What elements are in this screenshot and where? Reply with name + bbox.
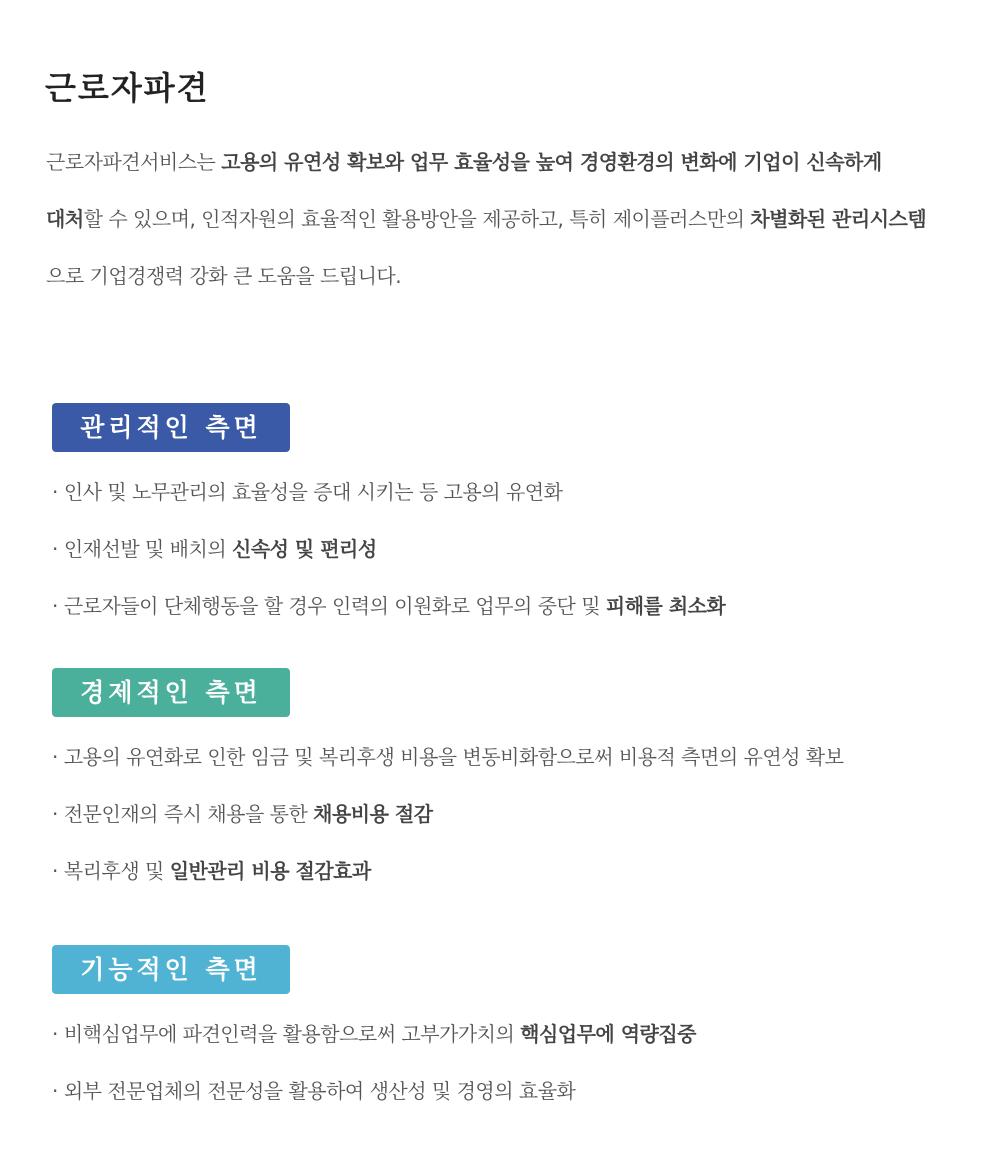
bullet-dot: · [52, 1079, 58, 1103]
section-badge-economic [52, 668, 290, 717]
list-item-text: 전문인재의 즉시 채용을 통한 [63, 802, 314, 826]
section-title: 경제적인 측면 [80, 678, 262, 707]
list-item [52, 1076, 575, 1106]
list-item [52, 591, 725, 621]
intro-line-1 [46, 147, 882, 177]
section-badge-functional [52, 945, 290, 994]
list-item-text: 복리후생 및 [63, 859, 170, 883]
intro-line-2 [46, 204, 926, 234]
bullet-dot: · [52, 859, 58, 883]
list-item [52, 534, 377, 564]
list-item [52, 477, 562, 507]
list-item [52, 856, 371, 886]
intro-emphasis: 대처 [46, 207, 84, 231]
intro-text: 으로 기업경쟁력 강화 큰 도움을 드립니다. [46, 264, 402, 288]
list-item-emphasis: 일반관리 비용 절감효과 [169, 859, 371, 883]
list-item [52, 1019, 696, 1049]
section-title: 관리적인 측면 [80, 413, 262, 442]
list-item-text: 인사 및 노무관리의 효율성을 증대 시키는 등 고용의 유연화 [63, 480, 563, 504]
bullet-dot: · [52, 537, 58, 561]
list-item-emphasis: 채용비용 절감 [313, 802, 433, 826]
section-title: 기능적인 측면 [80, 955, 262, 984]
list-item [52, 799, 433, 829]
section-badge-management [52, 403, 290, 452]
page-title: 근로자파견 [45, 69, 210, 107]
bullet-dot: · [52, 1022, 58, 1046]
list-item [52, 742, 843, 772]
bullet-dot: · [52, 745, 58, 769]
bullet-dot: · [52, 480, 58, 504]
list-item-emphasis: 신속성 및 편리성 [232, 537, 377, 561]
intro-text: 할 수 있으며, 인적자원의 효율적인 활용방안을 제공하고, 특히 제이플러스만의 [83, 207, 751, 231]
intro-emphasis: 차별화된 관리시스템 [750, 207, 927, 231]
list-item-text: 고용의 유연화로 인한 임금 및 복리후생 비용을 변동비화함으로써 비용적 측면의 유연성 확보 [63, 745, 844, 769]
list-item-emphasis: 핵심업무에 역량집중 [520, 1022, 696, 1046]
intro-line-3 [46, 261, 401, 291]
bullet-dot: · [52, 594, 58, 618]
list-item-text: 외부 전문업체의 전문성을 활용하여 생산성 및 경영의 효율화 [63, 1079, 576, 1103]
bullet-dot: · [52, 802, 58, 826]
intro-text: 근로자파견서비스는 [46, 150, 222, 174]
list-item-text: 비핵심업무에 파견인력을 활용함으로써 고부가가치의 [63, 1022, 521, 1046]
list-item-text: 근로자들이 단체행동을 할 경우 인력의 이원화로 업무의 중단 및 [63, 594, 606, 618]
intro-emphasis: 고용의 유연성 확보와 업무 효율성을 높여 경영환경의 변화에 기업이 신속하게 [221, 150, 882, 174]
list-item-text: 인재선발 및 배치의 [63, 537, 232, 561]
list-item-emphasis: 피해를 최소화 [605, 594, 726, 618]
